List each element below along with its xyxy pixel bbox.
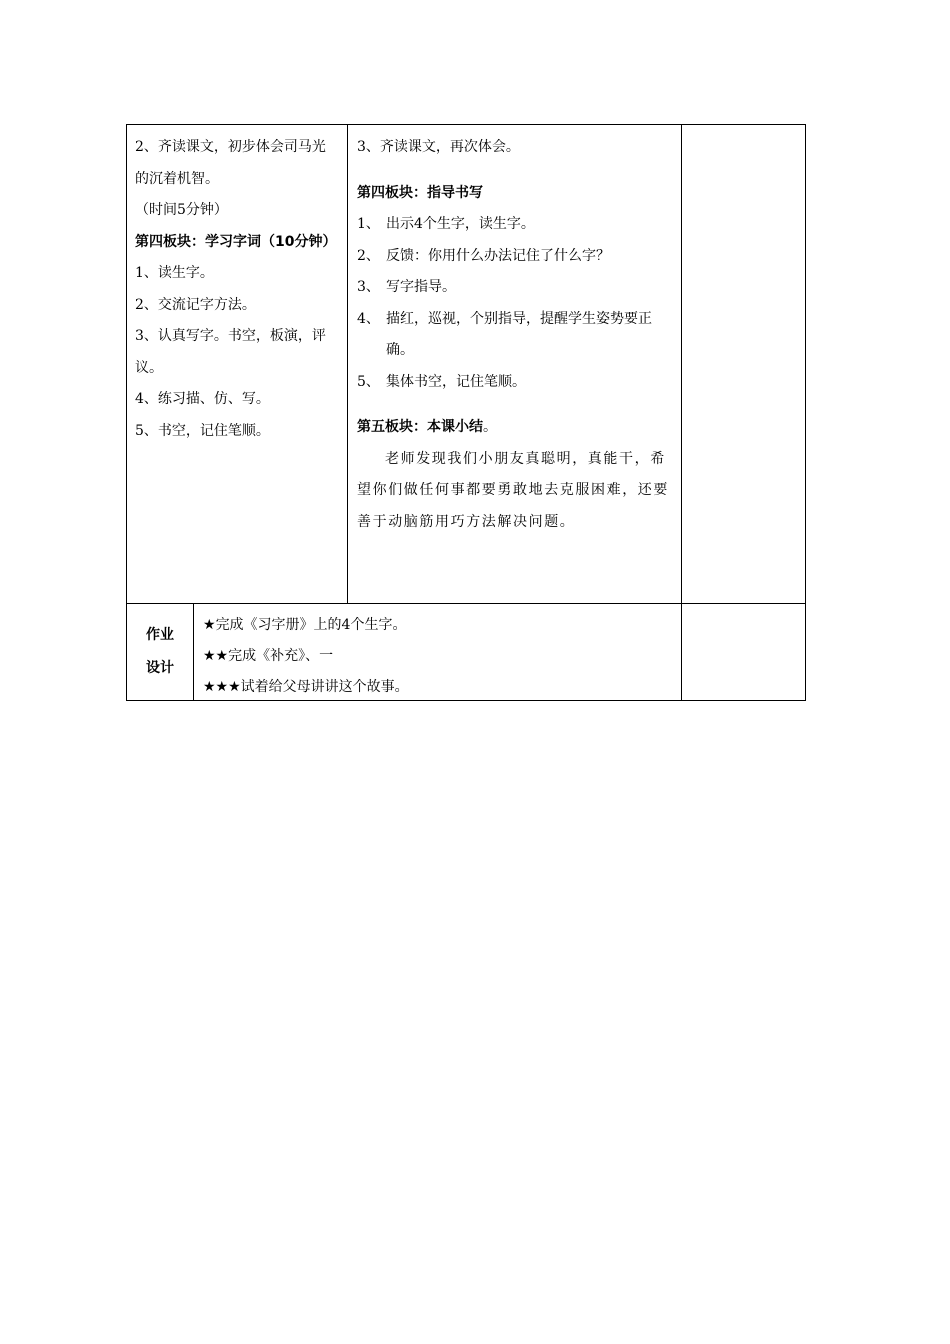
block4-item: 1、 出示4个生字，读生字。 bbox=[357, 216, 535, 232]
student-activity-cell bbox=[127, 125, 348, 604]
block4-item: 4、 描红，巡视，个别指导，提醒学生姿势要正确。 bbox=[357, 310, 652, 358]
star-icon: ★★ bbox=[203, 648, 229, 664]
homework-notes-cell bbox=[682, 604, 806, 701]
block5-summary: 老师发现我们小朋友真聪明，真能干，希望你们做任何事都要勇敢地去克服困难，还要善于动脑筋用巧方法解决问题。 bbox=[357, 450, 669, 530]
lesson-row bbox=[127, 125, 806, 604]
left-line-6: 3、认真写字。书空，板演，评议。 bbox=[135, 328, 326, 376]
notes-cell bbox=[682, 125, 806, 604]
teacher-activity-cell bbox=[348, 125, 682, 604]
block4-item: 2、 反馈：你用什么办法记住了什么字？ bbox=[357, 247, 610, 264]
left-line-2: （时间5分钟） bbox=[135, 202, 228, 218]
homework-content-cell bbox=[194, 604, 682, 701]
block5-heading-end: 。 bbox=[483, 419, 497, 435]
block5-heading: 第五板块：本课小结 bbox=[357, 419, 483, 435]
homework-item: ★★完成《补充》、一 bbox=[203, 648, 334, 664]
left-line-1: 2、齐读课文，初步体会司马光的沉着机智。 bbox=[135, 139, 326, 187]
middle-intro: 3、齐读课文，再次体会。 bbox=[357, 139, 520, 155]
block5-heading-line bbox=[357, 412, 673, 444]
homework-label: 作业设计 bbox=[146, 627, 174, 676]
homework-row bbox=[127, 604, 806, 701]
homework-item: ★完成《习字册》上的4个生字。 bbox=[203, 617, 407, 633]
block4-heading: 第四板块：指导书写 bbox=[357, 184, 483, 201]
star-icon: ★★★ bbox=[203, 679, 241, 695]
left-line-4: 1、读生字。 bbox=[135, 265, 214, 281]
left-line-8: 5、书空，记住笔顺。 bbox=[135, 422, 270, 439]
homework-label-cell bbox=[127, 604, 194, 701]
lesson-plan-table bbox=[126, 124, 806, 701]
homework-item: ★★★试着给父母讲讲这个故事。 bbox=[203, 679, 409, 695]
left-line-7: 4、练习描、仿、写。 bbox=[135, 391, 270, 407]
block4-item: 5、 集体书空，记住笔顺。 bbox=[357, 373, 526, 390]
left-block4-heading: 第四板块：学习字词（10分钟） bbox=[135, 233, 337, 250]
left-line-5: 2、交流记字方法。 bbox=[135, 296, 256, 313]
block4-item: 3、 写字指导。 bbox=[357, 279, 456, 295]
star-icon: ★ bbox=[203, 617, 216, 633]
